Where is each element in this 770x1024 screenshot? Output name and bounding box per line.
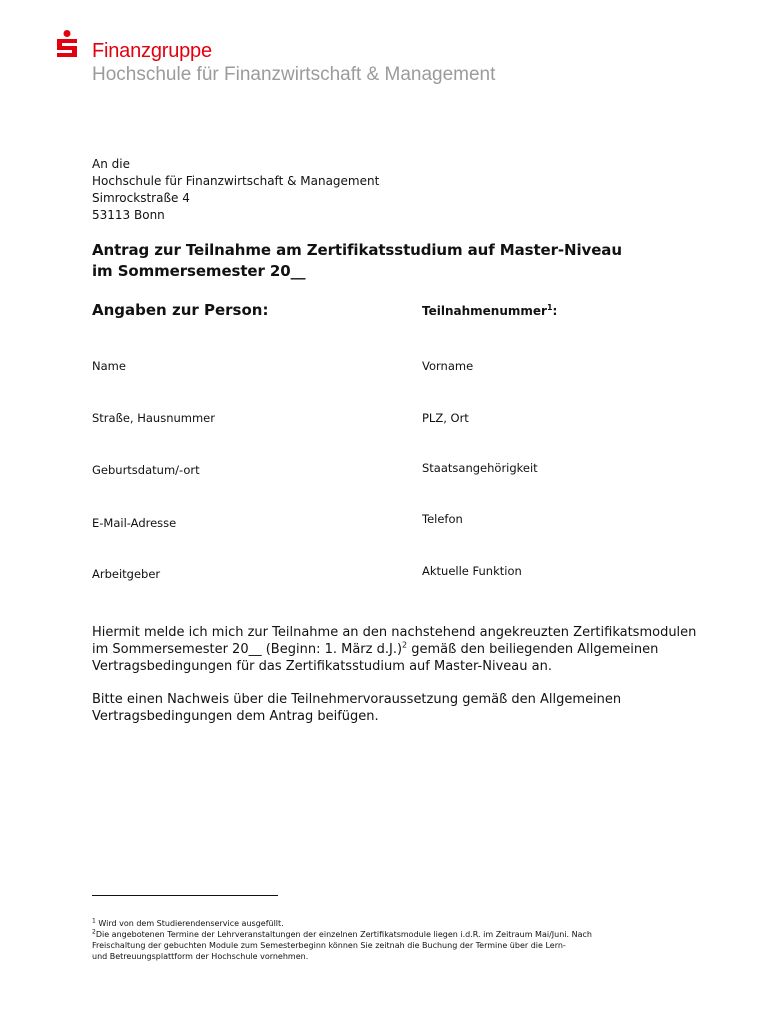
footnote-text: Die angebotenen Termine der Lehrveranstaltungen der einzelnen Zertifikatsmodule liegen i.d.R. im Zeitraum Mai/Juni. Nach bbox=[95, 930, 592, 939]
recipient-address bbox=[92, 156, 379, 224]
address-line: Simrockstraße 4 bbox=[92, 191, 190, 205]
proof-paragraph bbox=[92, 691, 712, 725]
field-phone-label: Telefon bbox=[422, 512, 463, 526]
section-heading: Angaben zur Person: bbox=[92, 301, 269, 319]
brand-subtitle: Hochschule für Finanzwirtschaft & Management bbox=[92, 64, 496, 85]
document-title bbox=[92, 240, 622, 282]
sparkasse-s-logo-icon bbox=[54, 30, 80, 60]
address-line: Hochschule für Finanzwirtschaft & Management bbox=[92, 174, 380, 188]
participant-number-text: Teilnahmenummer bbox=[422, 304, 547, 318]
paragraph-line: Hiermit melde ich mich zur Teilnahme an den nachstehend angekreuzten Zertifikatsmodulen bbox=[92, 625, 697, 640]
field-street-label: Straße, Hausnummer bbox=[92, 411, 215, 425]
field-employer-label: Arbeitgeber bbox=[92, 567, 161, 581]
paragraph-line: Bitte einen Nachweis über die Teilnehmervoraussetzung gemäß den Allgemeinen bbox=[92, 692, 622, 707]
footnote-2-line: Freischaltung der gebuchten Module zum Semesterbeginn können Sie zeitnah die Buchung der Termine über die Lern- bbox=[92, 941, 566, 950]
address-line: 53113 Bonn bbox=[92, 208, 165, 222]
field-zip-city-label: PLZ, Ort bbox=[422, 411, 469, 425]
footnote-ref: 1 bbox=[546, 303, 553, 312]
field-firstname-label: Vorname bbox=[422, 359, 474, 373]
footnote-mark: 1 bbox=[92, 917, 96, 925]
footnote-mark: 2 bbox=[92, 928, 96, 936]
participant-number-colon: : bbox=[552, 304, 558, 318]
footnote-ref: 2 bbox=[402, 640, 408, 650]
footnote-2-line: und Betreuungsplattform der Hochschule vornehmen. bbox=[92, 952, 309, 961]
footnote-2 bbox=[92, 929, 692, 940]
footnotes bbox=[92, 918, 692, 962]
participant-number-label bbox=[422, 304, 557, 318]
paragraph-line-part: im Sommersemester 20__ (Beginn: 1. März d.J.) bbox=[92, 642, 403, 657]
paragraph-line-part: gemäß den beiliegenden Allgemeinen bbox=[407, 642, 659, 657]
field-nationality-label: Staatsangehörigkeit bbox=[422, 461, 538, 475]
title-line: Antrag zur Teilnahme am Zertifikatsstudium auf Master-Niveau bbox=[92, 241, 622, 259]
registration-paragraph bbox=[92, 624, 712, 675]
field-position-label: Aktuelle Funktion bbox=[422, 564, 522, 578]
field-email-label: E-Mail-Adresse bbox=[92, 516, 177, 530]
paragraph-line bbox=[92, 641, 712, 658]
footnote-divider bbox=[92, 895, 278, 896]
paragraph-line: Vertragsbedingungen dem Antrag beifügen. bbox=[92, 709, 379, 724]
field-name-label: Name bbox=[92, 359, 126, 373]
address-line: An die bbox=[92, 157, 130, 171]
paragraph-line: Vertragsbedingungen für das Zertifikatsstudium auf Master-Niveau an. bbox=[92, 659, 552, 674]
footnote-1 bbox=[92, 918, 692, 929]
field-birth-label: Geburtsdatum/-ort bbox=[92, 463, 200, 477]
title-line: im Sommersemester 20__ bbox=[92, 262, 306, 280]
footnote-text: Wird von dem Studierendenservice ausgefüllt. bbox=[95, 919, 284, 928]
brand-name: Finanzgruppe bbox=[92, 40, 212, 62]
